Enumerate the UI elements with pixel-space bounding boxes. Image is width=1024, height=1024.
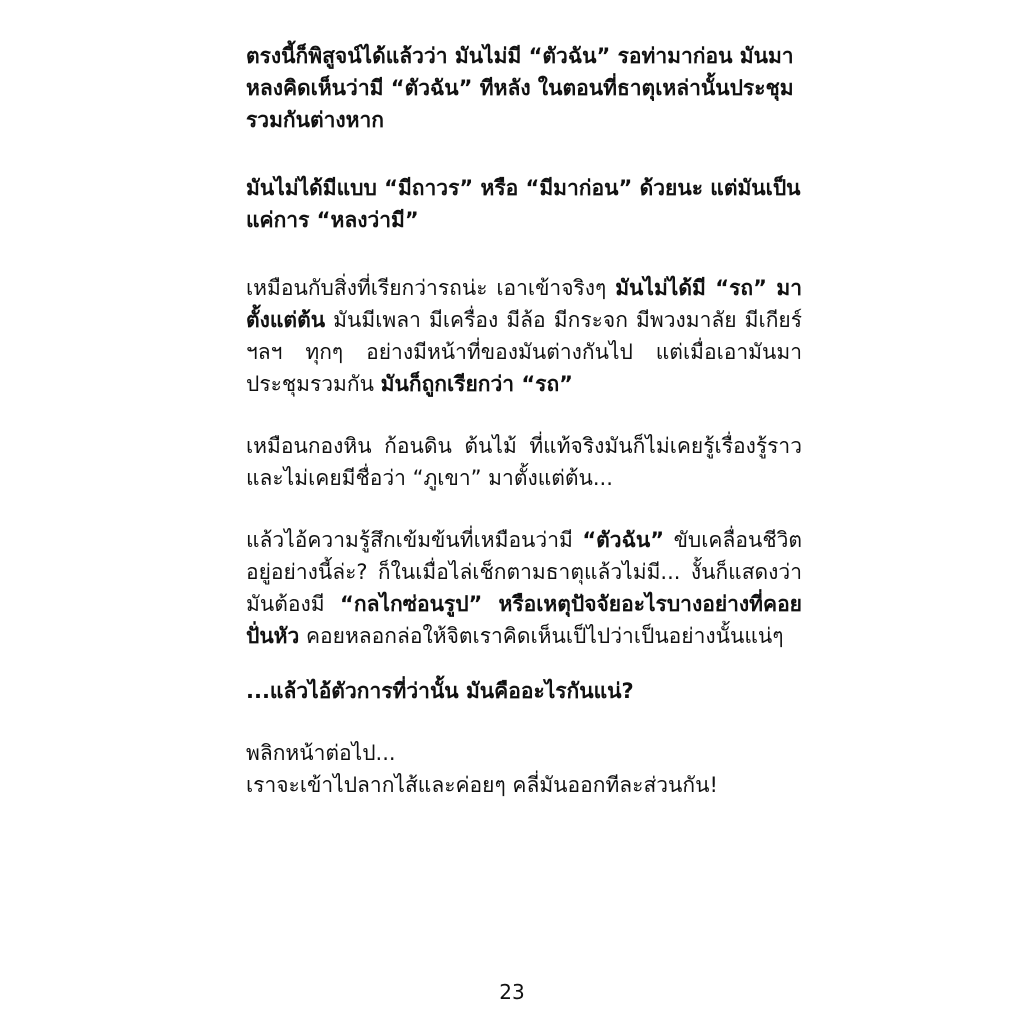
page-body xyxy=(246,40,802,801)
paragraph-2: มันไม่ได้มีแบบ “มีถาวร” หรือ “มีมาก่อน” ด้วยนะ แต่มันเป็นแค่การ “หลงว่ามี” xyxy=(246,176,801,232)
paragraph-4: เหมือนกองหิน ก้อนดิน ต้นไม้ ที่แท้จริงมันก็ไม่เคยรู้เรื่องรู้ราวและไม่เคยมีชื่อว่า “ภูเขา” มาตั้งแต่ต้น... xyxy=(246,434,802,490)
paragraph-3 xyxy=(246,272,802,400)
paragraph-5-seg-2: ขับเคลื่อนชีวิตอยู่อย่างนี้ล่ะ? ก็ในเมื่อไล่เช็กตามธาตุแล้วไม่มี... งั้นก็แสดงว่า มันต้องมี xyxy=(246,528,802,616)
paragraph-1: ตรงนี้ก็พิสูจน์ได้แล้วว่า มันไม่มี “ตัวฉัน” รอท่ามาก่อน มันมาหลงคิดเห็นว่ามี “ตัวฉัน” ทีหลัง ในตอนที่ธาตุเหล่านั้นประชุมรวมกันต่างหาก xyxy=(246,44,794,132)
paragraph-3-seg-1: มันไม่ได้มี “รถ” มาตั้งแต่ต้น xyxy=(246,276,803,332)
paragraph-3-seg-0: เหมือนกับสิ่งที่เรียกว่ารถน่ะ เอาเข้าจริงๆ xyxy=(246,276,616,300)
paragraph-5-seg-1: “ตัวฉัน” xyxy=(582,528,665,552)
paragraph-5-seg-0: แล้วไอ้ความรู้สึกเข้มข้นที่เหมือนว่ามี xyxy=(246,528,583,552)
paragraph-5 xyxy=(246,524,802,652)
paragraph-5-seg-3: “กลไกซ่อนรูป” หรือเหตุปัจจัยอะไรบางอย่างที่คอยปั่นหัว xyxy=(246,592,802,648)
paragraph-3-seg-2: มันมีเพลา มีเครื่อง มีล้อ มีกระจก มีพวงมาลัย มีเกียร์ ฯลฯ ทุกๆ อย่างมีหน้าที่ของมันต่างกันไป แต่เมื่อเอามันมาประชุมรวมกัน xyxy=(246,308,802,396)
paragraph-5-seg-4: คอยหลอกล่อให้จิตเราคิดเห็นเป็ไปว่าเป็นอย่างนั้นแน่ๆ xyxy=(299,624,784,648)
page-number: 23 xyxy=(499,980,525,1004)
paragraph-3-seg-3: มันก็ถูกเรียกว่า “รถ” xyxy=(380,372,573,396)
paragraph-7: พลิกหน้าต่อไป... เราจะเข้าไปลากไส้และค่อยๆ คลี่มันออกทีละส่วนกัน! xyxy=(246,741,718,797)
paragraph-6: ...แล้วไอ้ตัวการที่ว่านั้น มันคืออะไรกันแน่? xyxy=(246,679,634,703)
